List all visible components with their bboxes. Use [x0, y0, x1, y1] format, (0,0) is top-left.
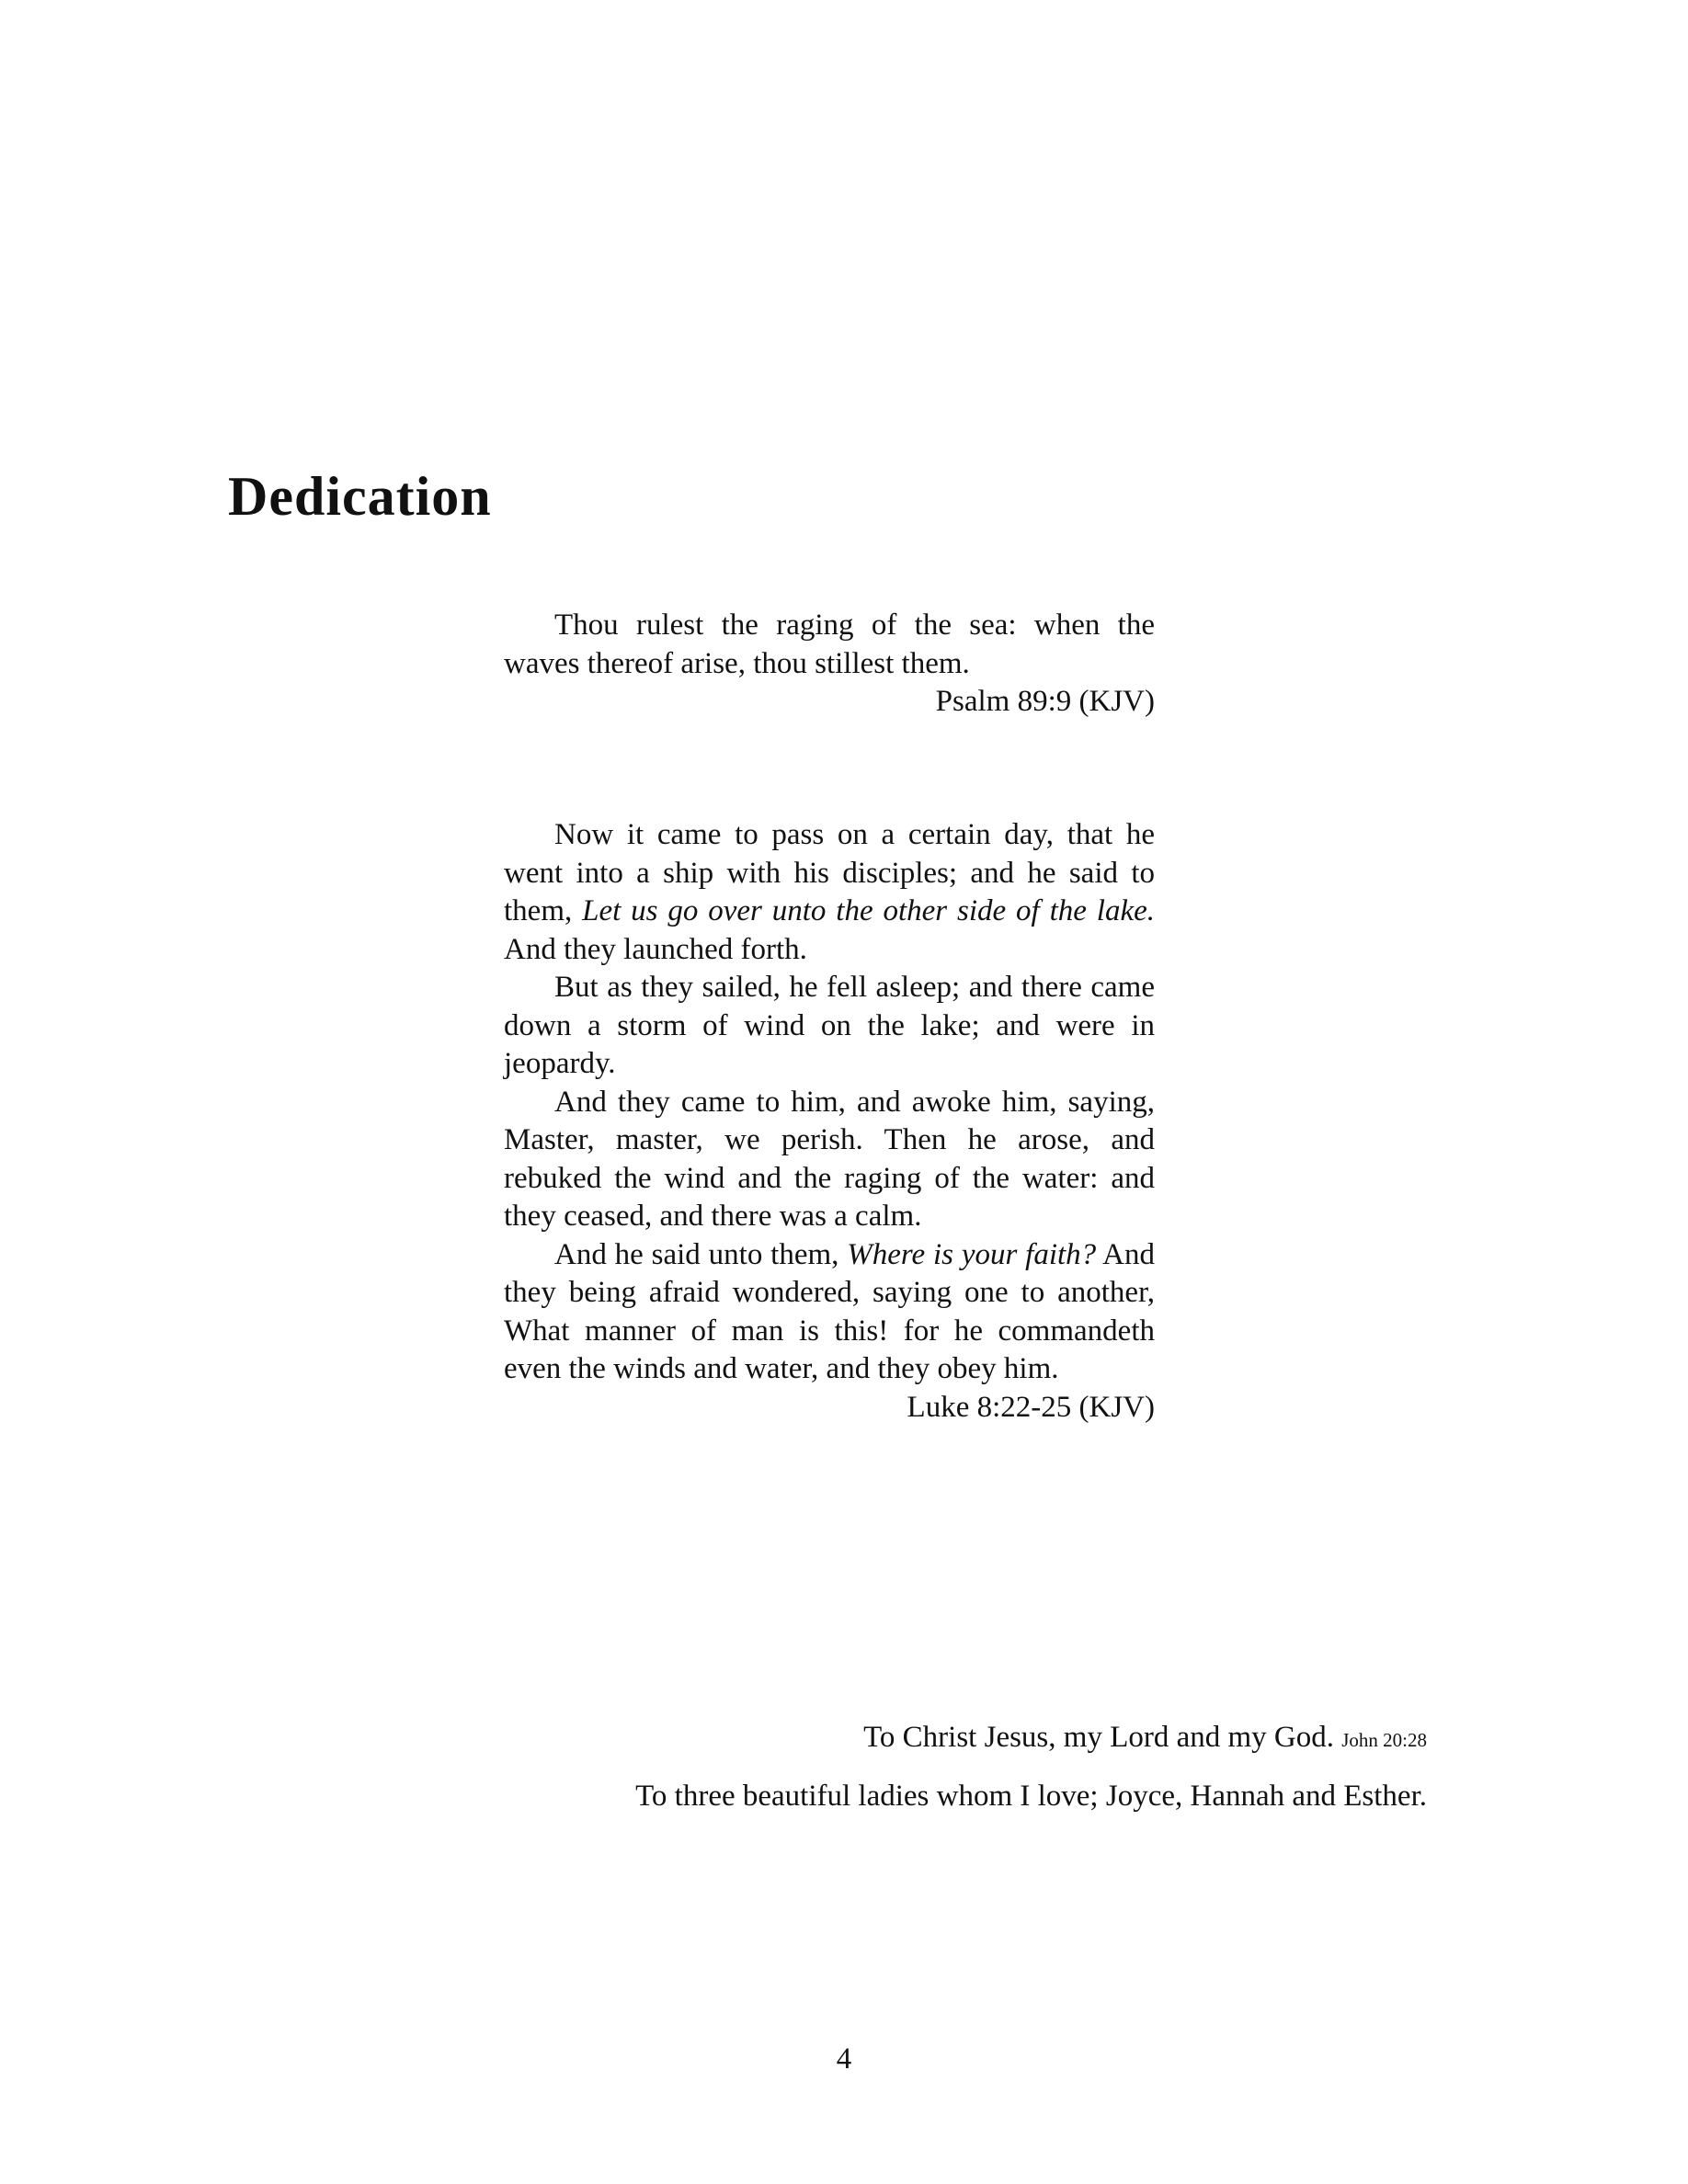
dedication-lines: [635, 1719, 1427, 1814]
psalm-text: Thou rulest the raging of the sea: when the waves thereof arise, thou stillest them.: [504, 609, 1155, 680]
luke-p1-italic: Let us go over unto the other side of the lake.: [582, 894, 1155, 927]
page-title: Dedication: [228, 466, 492, 527]
luke-citation: Luke 8:22-25 (KJV): [907, 1390, 1155, 1424]
psalm-epigraph: [504, 607, 1155, 722]
luke-paragraph-4: [504, 1236, 1155, 1389]
dedication-line-1-text: To Christ Jesus, my Lord and my God.: [863, 1721, 1334, 1754]
luke-p1-text-end: And they launched forth.: [504, 932, 807, 966]
luke-p1-text: Now it came to pass on a certain day, that he went into a ship with his disciples; and he said to them,: [504, 818, 1155, 927]
luke-paragraph-2: But as they sailed, he fell asleep; and there came down a storm of wind on the lake; and were in jeopardy.: [504, 971, 1155, 1080]
luke-p4-text: And he said unto them,: [554, 1237, 848, 1271]
luke-paragraph-1: [504, 816, 1155, 969]
luke-p4-text-end: And they being afraid wondered, saying one to another, What manner of man is this! for he commandeth even the winds and water, and they obey him.: [504, 1237, 1156, 1385]
luke-paragraph-3: And they came to him, and awoke him, saying, Master, master, we perish. Then he arose, and rebuked the wind and the raging of the water: and they ceased, and there was a calm.: [504, 1085, 1155, 1233]
page-number: 4: [836, 2042, 852, 2076]
luke-epigraph: [504, 816, 1155, 1427]
psalm-citation: Psalm 89:9 (KJV): [935, 685, 1155, 718]
dedication-line-1-reference: John 20:28: [1341, 1729, 1427, 1751]
dedication-line-2: To three beautiful ladies whom I love; Joyce, Hannah and Esther.: [635, 1780, 1427, 1813]
dedication-line-1: [635, 1719, 1427, 1758]
luke-p4-italic: Where is your faith?: [847, 1237, 1097, 1271]
